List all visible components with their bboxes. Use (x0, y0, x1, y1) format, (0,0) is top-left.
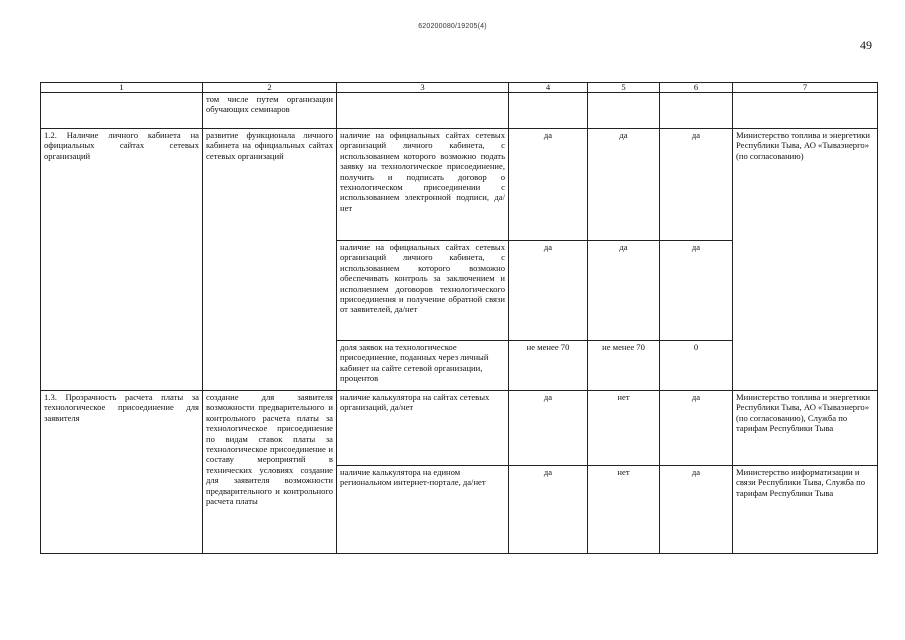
column-number-5: 5 (588, 83, 660, 93)
cell-measure-1-2: 1.2. Наличие личного кабинета на официальных сайтах сетевых организаций (41, 129, 203, 391)
cell-indicator: наличие на официальных сайтах сетевых организаций личного кабинета, с использованием которого возможно подать заявку на технологическое присоединение, получить и подписать договор о технологическом присоединении с использованием электронной подписи, да/нет (337, 129, 509, 241)
cell-value-col5: нет (588, 466, 660, 554)
cell-value-col6: да (660, 241, 733, 341)
cell-value-col6: да (660, 466, 733, 554)
column-number-4: 4 (509, 83, 588, 93)
cell-responsible: Министерство информатизации и связи Республики Тыва, Служба по тарифам Республики Тыва (733, 466, 878, 554)
column-number-6: 6 (660, 83, 733, 93)
cell-value-col6: да (660, 129, 733, 241)
cell-value-col6: да (660, 391, 733, 466)
cell-activity-1-2: развитие функционала личного кабинета на официальных сайтах сетевых организаций (203, 129, 337, 391)
cell-value-col5: не менее 70 (588, 341, 660, 391)
cell-empty (337, 93, 509, 129)
table-row-1-3-a (41, 391, 878, 466)
cell-activity-continuation: том числе путем организации обучающих семинаров (203, 93, 337, 129)
column-number-7: 7 (733, 83, 878, 93)
cell-value-col4: да (509, 129, 588, 241)
cell-value-col4: не менее 70 (509, 341, 588, 391)
cell-empty (660, 93, 733, 129)
cell-value-col5: да (588, 129, 660, 241)
cell-indicator: наличие калькулятора на сайтах сетевых организаций, да/нет (337, 391, 509, 466)
cell-value-col5: нет (588, 391, 660, 466)
cell-value-col4: да (509, 391, 588, 466)
cell-indicator: наличие на официальных сайтах сетевых организаций личного кабинета, с использованием которого возможно обеспечивать контроль за заключением и исполнением договоров технологического присоединения и получение обратной связи от заявителей, да/нет (337, 241, 509, 341)
cell-responsible-1-2: Министерство топлива и энергетики Республики Тыва, АО «Тываэнерго» (по согласованию) (733, 129, 878, 391)
cell-measure-1-3: 1.3. Прозрачность расчета платы за технологическое присоединение для заявителя (41, 391, 203, 554)
column-number-1: 1 (41, 83, 203, 93)
table-header-row (41, 83, 878, 93)
cell-activity-1-3: создание для заявителя возможности предварительного и контрольного расчета платы за технологическое присоединение по видам ставок платы за технологическое присоединение и составу мероприятий в технических условиях создание для заявителя возможности предварительного и контрольного расчета платы (203, 391, 337, 554)
cell-empty (733, 93, 878, 129)
cell-empty (588, 93, 660, 129)
table-row-1-2-a (41, 129, 878, 241)
cell-value-col4: да (509, 241, 588, 341)
cell-responsible: Министерство топлива и энергетики Республики Тыва, АО «Тываэнерго» (по согласованию), Служба по тарифам Республики Тыва (733, 391, 878, 466)
cell-value-col4: да (509, 466, 588, 554)
cell-empty (509, 93, 588, 129)
column-number-2: 2 (203, 83, 337, 93)
cell-value-col5: да (588, 241, 660, 341)
column-number-3: 3 (337, 83, 509, 93)
cell-indicator: наличие калькулятора на едином региональном интернет-портале, да/нет (337, 466, 509, 554)
table-row-continuation (41, 93, 878, 129)
cell-empty (41, 93, 203, 129)
measures-table (40, 82, 878, 554)
document-id: 620200080/19205(4) (418, 23, 487, 30)
cell-indicator: доля заявок на технологическое присоединение, поданных через личный кабинет на сайте сетевой организации, процентов (337, 341, 509, 391)
page-number: 49 (860, 38, 872, 52)
cell-value-col6: 0 (660, 341, 733, 391)
